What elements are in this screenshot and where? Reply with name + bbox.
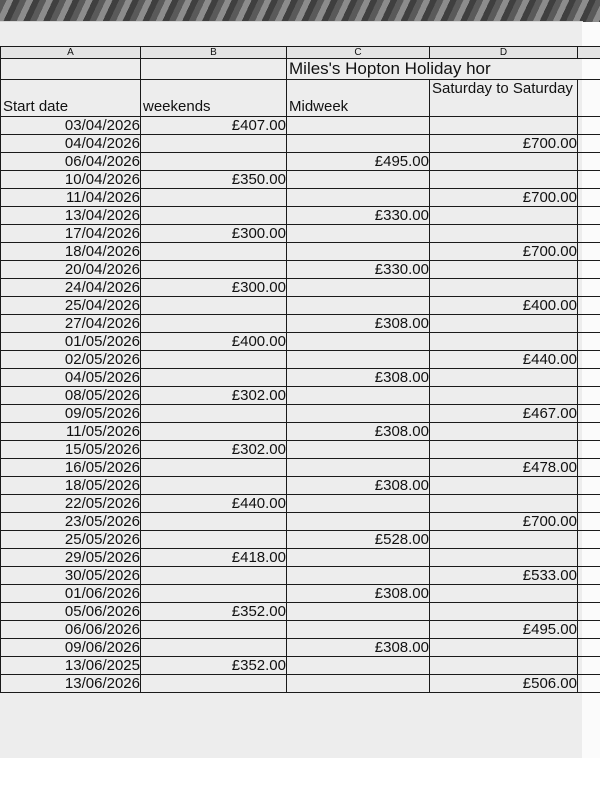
table-row [1, 477, 600, 495]
table-row [1, 495, 600, 513]
cell-saturday-to-saturday: £700.00 [430, 135, 578, 153]
cell-start-date: 06/06/2026 [1, 621, 141, 639]
cell-weekends: £418.00 [141, 549, 287, 567]
cell-column-e [578, 423, 600, 441]
cell-column-e [578, 315, 600, 333]
spreadsheet-table [0, 46, 600, 693]
cell-midweek [287, 459, 430, 477]
cell-column-e [578, 657, 600, 675]
cell-weekends [141, 585, 287, 603]
cell-column-e [578, 405, 600, 423]
cell-weekends: £400.00 [141, 333, 287, 351]
column-letter-e [578, 47, 600, 59]
cell-start-date: 18/05/2026 [1, 477, 141, 495]
cell-midweek: £308.00 [287, 315, 430, 333]
cell-start-date: 09/05/2026 [1, 405, 141, 423]
cell-weekends [141, 531, 287, 549]
cell-column-e [578, 261, 600, 279]
table-row [1, 567, 600, 585]
cell-weekends [141, 639, 287, 657]
cell-column-e [578, 549, 600, 567]
cell-saturday-to-saturday [430, 603, 578, 621]
cell-midweek [287, 657, 430, 675]
cell-saturday-to-saturday [430, 171, 578, 189]
cell-weekends [141, 459, 287, 477]
table-row [1, 621, 600, 639]
table-row [1, 207, 600, 225]
cell-midweek: £308.00 [287, 477, 430, 495]
cell-weekends: £440.00 [141, 495, 287, 513]
column-letter-b: B [141, 47, 287, 59]
cell-weekends [141, 513, 287, 531]
cell-start-date: 08/05/2026 [1, 387, 141, 405]
cell-column-e [578, 333, 600, 351]
cell-saturday-to-saturday: £478.00 [430, 459, 578, 477]
cell-start-date: 13/06/2026 [1, 675, 141, 693]
cell-column-e [578, 225, 600, 243]
cell-column-e [578, 117, 600, 135]
header-saturday-to-saturday: Saturday to Saturday [430, 80, 578, 117]
cell-start-date: 13/04/2026 [1, 207, 141, 225]
cell-midweek [287, 333, 430, 351]
cell-saturday-to-saturday [430, 225, 578, 243]
cell-column-e [578, 603, 600, 621]
table-row [1, 369, 600, 387]
table-row [1, 117, 600, 135]
table-row [1, 459, 600, 477]
cell-midweek [287, 675, 430, 693]
table-row [1, 639, 600, 657]
cell-weekends [141, 297, 287, 315]
cell-column-e [578, 495, 600, 513]
cell-saturday-to-saturday [430, 261, 578, 279]
cell-start-date: 27/04/2026 [1, 315, 141, 333]
sheet-title: Miles's Hopton Holiday hor [287, 59, 600, 80]
cell-column-e [578, 513, 600, 531]
cell-midweek: £495.00 [287, 153, 430, 171]
cell-midweek: £330.00 [287, 207, 430, 225]
cell-midweek [287, 405, 430, 423]
table-row [1, 585, 600, 603]
cell-column-e [578, 153, 600, 171]
cell-column-e [578, 531, 600, 549]
cell-saturday-to-saturday [430, 315, 578, 333]
cell-start-date: 02/05/2026 [1, 351, 141, 369]
table-row [1, 531, 600, 549]
cell-start-date: 10/04/2026 [1, 171, 141, 189]
title-spacer-a [1, 59, 141, 80]
cell-start-date: 04/05/2026 [1, 369, 141, 387]
cell-column-e [578, 567, 600, 585]
table-row [1, 351, 600, 369]
cell-midweek [287, 441, 430, 459]
cell-start-date: 24/04/2026 [1, 279, 141, 297]
cell-column-e [578, 189, 600, 207]
cell-midweek: £308.00 [287, 423, 430, 441]
cell-midweek [287, 495, 430, 513]
table-row [1, 297, 600, 315]
cell-weekends [141, 369, 287, 387]
cell-weekends [141, 243, 287, 261]
cell-saturday-to-saturday: £495.00 [430, 621, 578, 639]
cell-start-date: 11/05/2026 [1, 423, 141, 441]
cell-start-date: 25/04/2026 [1, 297, 141, 315]
cell-midweek [287, 387, 430, 405]
cell-weekends [141, 261, 287, 279]
cell-weekends [141, 405, 287, 423]
cell-midweek [287, 135, 430, 153]
cell-midweek [287, 549, 430, 567]
cell-saturday-to-saturday [430, 549, 578, 567]
table-row [1, 513, 600, 531]
cell-saturday-to-saturday [430, 387, 578, 405]
cell-midweek [287, 567, 430, 585]
column-letter-c: C [287, 47, 430, 59]
table-row [1, 279, 600, 297]
cell-column-e [578, 135, 600, 153]
cell-start-date: 30/05/2026 [1, 567, 141, 585]
cell-weekends [141, 189, 287, 207]
title-row [1, 59, 600, 80]
cell-weekends [141, 153, 287, 171]
cell-start-date: 01/06/2026 [1, 585, 141, 603]
cell-midweek [287, 189, 430, 207]
header-weekends: weekends [141, 80, 287, 117]
cell-start-date: 20/04/2026 [1, 261, 141, 279]
cell-start-date: 01/05/2026 [1, 333, 141, 351]
title-spacer-b [141, 59, 287, 80]
cell-midweek [287, 621, 430, 639]
table-row [1, 603, 600, 621]
cell-saturday-to-saturday: £467.00 [430, 405, 578, 423]
cell-weekends [141, 675, 287, 693]
cell-column-e [578, 171, 600, 189]
cell-start-date: 09/06/2026 [1, 639, 141, 657]
table-row [1, 135, 600, 153]
table-row [1, 423, 600, 441]
table-row [1, 441, 600, 459]
table-row [1, 315, 600, 333]
cell-column-e [578, 585, 600, 603]
table-row [1, 387, 600, 405]
cell-weekends: £350.00 [141, 171, 287, 189]
cell-saturday-to-saturday [430, 441, 578, 459]
cell-column-e [578, 369, 600, 387]
cell-saturday-to-saturday [430, 333, 578, 351]
cell-start-date: 13/06/2025 [1, 657, 141, 675]
header-start-date: Start date [1, 80, 141, 117]
table-row [1, 225, 600, 243]
header-column-e [578, 80, 600, 117]
cell-weekends [141, 477, 287, 495]
cell-weekends: £352.00 [141, 603, 287, 621]
page-bottom-margin [0, 758, 600, 800]
cell-midweek: £528.00 [287, 531, 430, 549]
cell-start-date: 23/05/2026 [1, 513, 141, 531]
cell-start-date: 22/05/2026 [1, 495, 141, 513]
column-letters-row [1, 47, 600, 59]
cell-column-e [578, 297, 600, 315]
cell-midweek [287, 117, 430, 135]
cell-weekends [141, 135, 287, 153]
cell-saturday-to-saturday: £700.00 [430, 243, 578, 261]
column-letter-a: A [1, 47, 141, 59]
cell-saturday-to-saturday [430, 639, 578, 657]
table-row [1, 675, 600, 693]
cell-weekends: £300.00 [141, 225, 287, 243]
cell-midweek [287, 171, 430, 189]
cell-weekends [141, 621, 287, 639]
cell-saturday-to-saturday [430, 657, 578, 675]
cell-weekends: £407.00 [141, 117, 287, 135]
table-row [1, 171, 600, 189]
table-row [1, 405, 600, 423]
cell-saturday-to-saturday: £506.00 [430, 675, 578, 693]
header-midweek: Midweek [287, 80, 430, 117]
table-row [1, 333, 600, 351]
cell-midweek [287, 351, 430, 369]
cell-saturday-to-saturday [430, 477, 578, 495]
cell-saturday-to-saturday [430, 207, 578, 225]
cell-column-e [578, 621, 600, 639]
cell-start-date: 17/04/2026 [1, 225, 141, 243]
cell-midweek: £308.00 [287, 585, 430, 603]
cell-weekends [141, 351, 287, 369]
cell-saturday-to-saturday: £533.00 [430, 567, 578, 585]
cell-weekends [141, 315, 287, 333]
cell-saturday-to-saturday: £700.00 [430, 513, 578, 531]
cell-column-e [578, 639, 600, 657]
cell-weekends [141, 423, 287, 441]
cell-column-e [578, 441, 600, 459]
cell-column-e [578, 387, 600, 405]
cell-saturday-to-saturday [430, 279, 578, 297]
cell-weekends: £300.00 [141, 279, 287, 297]
table-row [1, 243, 600, 261]
cell-midweek [287, 225, 430, 243]
cell-start-date: 16/05/2026 [1, 459, 141, 477]
cell-saturday-to-saturday [430, 117, 578, 135]
header-row [1, 80, 600, 117]
cell-column-e [578, 243, 600, 261]
cell-midweek [287, 279, 430, 297]
cell-start-date: 06/04/2026 [1, 153, 141, 171]
table-row [1, 189, 600, 207]
cell-start-date: 25/05/2026 [1, 531, 141, 549]
cell-saturday-to-saturday: £400.00 [430, 297, 578, 315]
cell-midweek: £308.00 [287, 639, 430, 657]
cell-saturday-to-saturday [430, 585, 578, 603]
cell-column-e [578, 351, 600, 369]
cell-midweek: £308.00 [287, 369, 430, 387]
cell-midweek [287, 243, 430, 261]
cell-start-date: 29/05/2026 [1, 549, 141, 567]
cell-weekends: £302.00 [141, 441, 287, 459]
cell-start-date: 04/04/2026 [1, 135, 141, 153]
cell-weekends [141, 207, 287, 225]
cell-start-date: 03/04/2026 [1, 117, 141, 135]
table-row [1, 261, 600, 279]
cell-midweek [287, 297, 430, 315]
cell-midweek: £330.00 [287, 261, 430, 279]
cell-saturday-to-saturday: £440.00 [430, 351, 578, 369]
cell-midweek [287, 603, 430, 621]
cell-start-date: 18/04/2026 [1, 243, 141, 261]
cell-weekends [141, 567, 287, 585]
cell-column-e [578, 477, 600, 495]
cell-midweek [287, 513, 430, 531]
cell-column-e [578, 207, 600, 225]
cell-saturday-to-saturday [430, 495, 578, 513]
cell-weekends: £352.00 [141, 657, 287, 675]
cell-start-date: 15/05/2026 [1, 441, 141, 459]
table-row [1, 549, 600, 567]
cell-column-e [578, 279, 600, 297]
table-row [1, 153, 600, 171]
table-row [1, 657, 600, 675]
cell-start-date: 05/06/2026 [1, 603, 141, 621]
cell-column-e [578, 459, 600, 477]
cell-saturday-to-saturday: £700.00 [430, 189, 578, 207]
cell-saturday-to-saturday [430, 531, 578, 549]
column-letter-d: D [430, 47, 578, 59]
cell-column-e [578, 675, 600, 693]
cell-weekends: £302.00 [141, 387, 287, 405]
cell-saturday-to-saturday [430, 423, 578, 441]
cell-saturday-to-saturday [430, 369, 578, 387]
cell-saturday-to-saturday [430, 153, 578, 171]
cell-start-date: 11/04/2026 [1, 189, 141, 207]
